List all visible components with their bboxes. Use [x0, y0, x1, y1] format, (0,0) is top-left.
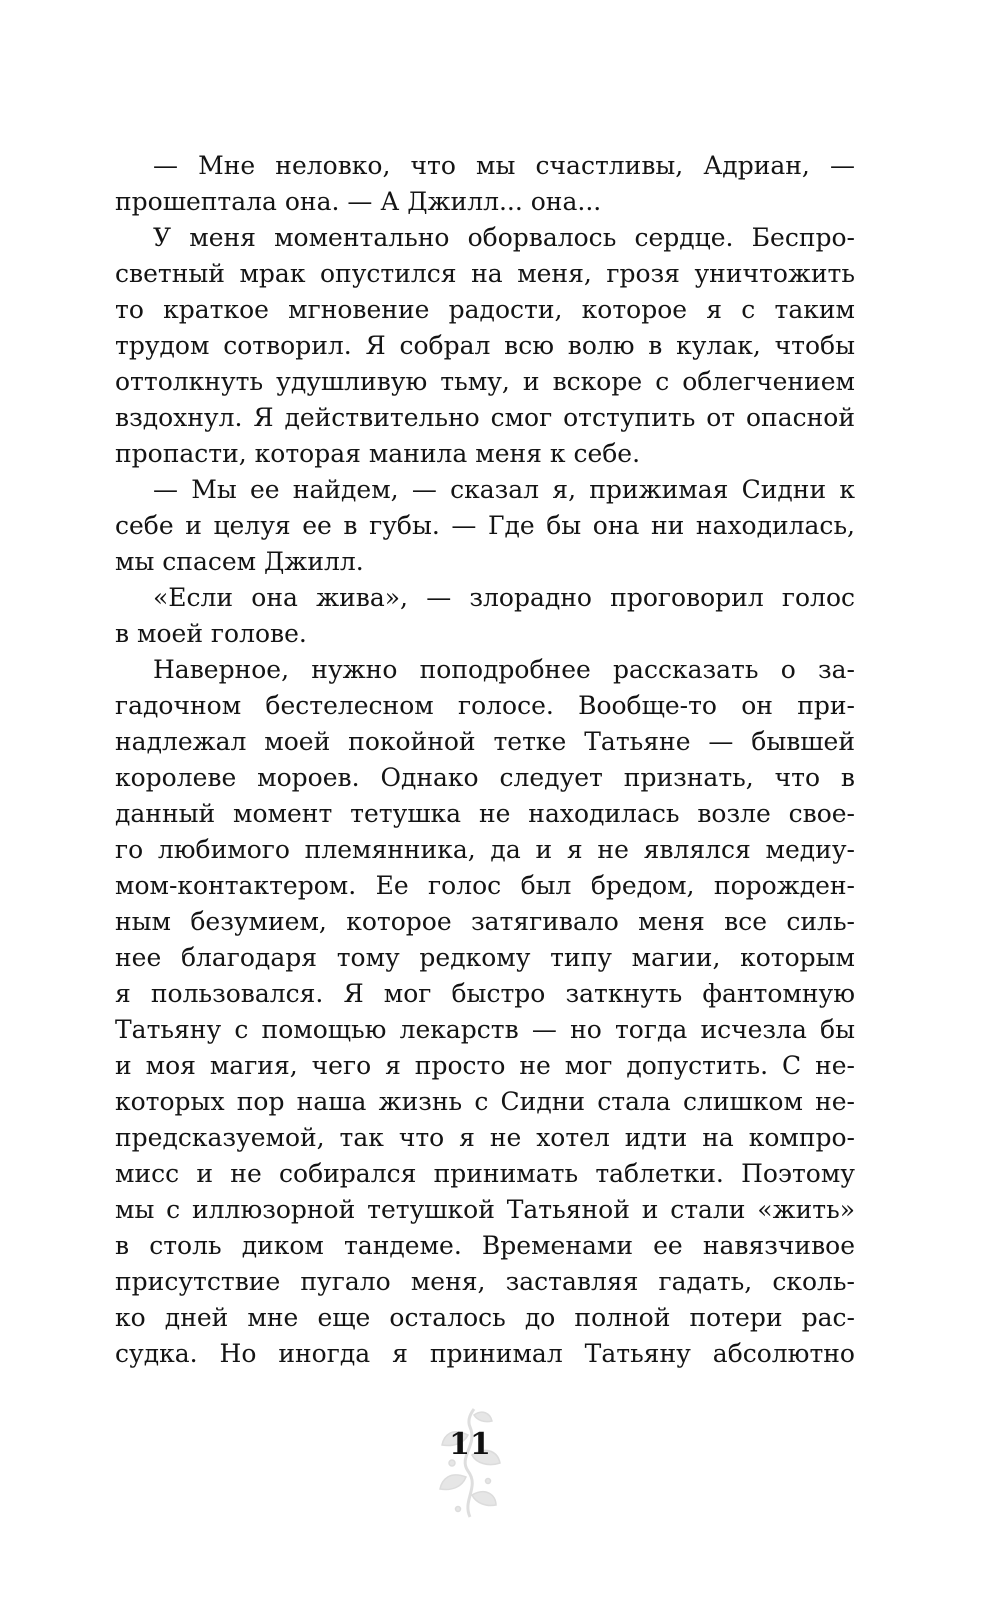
- text-line: го любимого племянника, да и я не являлся медиу-: [115, 835, 855, 864]
- text-line: светный мрак опустился на меня, грозя уничтожить: [115, 259, 855, 288]
- text-line: мы спасем Джилл.: [115, 547, 364, 576]
- text-line: трудом сотворил. Я собрал всю волю в кулак, чтобы: [115, 331, 855, 360]
- text-line: и моя магия, чего я просто не мог допустить. С не-: [115, 1051, 855, 1080]
- text-line: гадочном бестелесном голосе. Вообще-то он при-: [115, 691, 855, 720]
- text-line: себе и целуя ее в губы. — Где бы она ни находилась,: [115, 511, 855, 540]
- text-line: данный момент тетушка не находилась возле свое-: [115, 799, 855, 828]
- text-line: ко дней мне еще осталось до полной потери рас-: [115, 1303, 855, 1332]
- text-line: присутствие пугало меня, заставляя гадать, сколь-: [115, 1267, 855, 1296]
- text-line: то краткое мгновение радости, которое я с таким: [115, 295, 855, 324]
- text-line: в моей голове.: [115, 619, 307, 648]
- text-line: — Мы ее найдем, — сказал я, прижимая Сидни к: [153, 475, 855, 504]
- text-line: судка. Но иногда я принимал Татьяну абсолютно: [115, 1339, 855, 1368]
- body-text: [115, 148, 855, 1372]
- text-line: Татьяну с помощью лекарств — но тогда исчезла бы: [115, 1015, 855, 1044]
- text-line: пропасти, которая манила меня к себе.: [115, 439, 641, 468]
- text-line: которых пор наша жизнь с Сидни стала слишком не-: [115, 1087, 855, 1116]
- text-line: надлежал моей покойной тетке Татьяне — бывшей: [115, 727, 855, 756]
- page-number: 11: [449, 1427, 491, 1462]
- text-line: вздохнул. Я действительно смог отступить от опасной: [115, 403, 855, 432]
- text-line: оттолкнуть удушливую тьму, и вскоре с облегчением: [115, 367, 855, 396]
- text-line: — Мне неловко, что мы счастливы, Адриан, —: [153, 151, 855, 180]
- text-line: ным безумием, которое затягивало меня все силь-: [115, 907, 855, 936]
- text-line: королеве мороев. Однако следует признать, что в: [115, 763, 855, 792]
- text-line: нее благодаря тому редкому типу магии, которым: [115, 943, 855, 972]
- text-line: мисс и не собирался принимать таблетки. Поэтому: [115, 1159, 855, 1188]
- text-line: мом-контактером. Ее голос был бредом, порожден-: [115, 871, 855, 900]
- text-line: в столь диком тандеме. Временами ее навязчивое: [115, 1231, 855, 1260]
- page-footer: [430, 1405, 510, 1520]
- text-line: мы с иллюзорной тетушкой Татьяной и стали «жить»: [115, 1195, 855, 1224]
- text-line: У меня моментально оборвалось сердце. Беспро-: [153, 223, 855, 252]
- text-line: я пользовался. Я мог быстро заткнуть фантомную: [115, 979, 855, 1008]
- text-line: «Если она жива», — злорадно проговорил голос: [153, 583, 855, 612]
- text-line: Наверное, нужно поподробнее рассказать о за-: [153, 655, 855, 684]
- text-line: предсказуемой, так что я не хотел идти на компро-: [115, 1123, 855, 1152]
- text-line: прошептала она. — А Джилл... она...: [115, 187, 602, 216]
